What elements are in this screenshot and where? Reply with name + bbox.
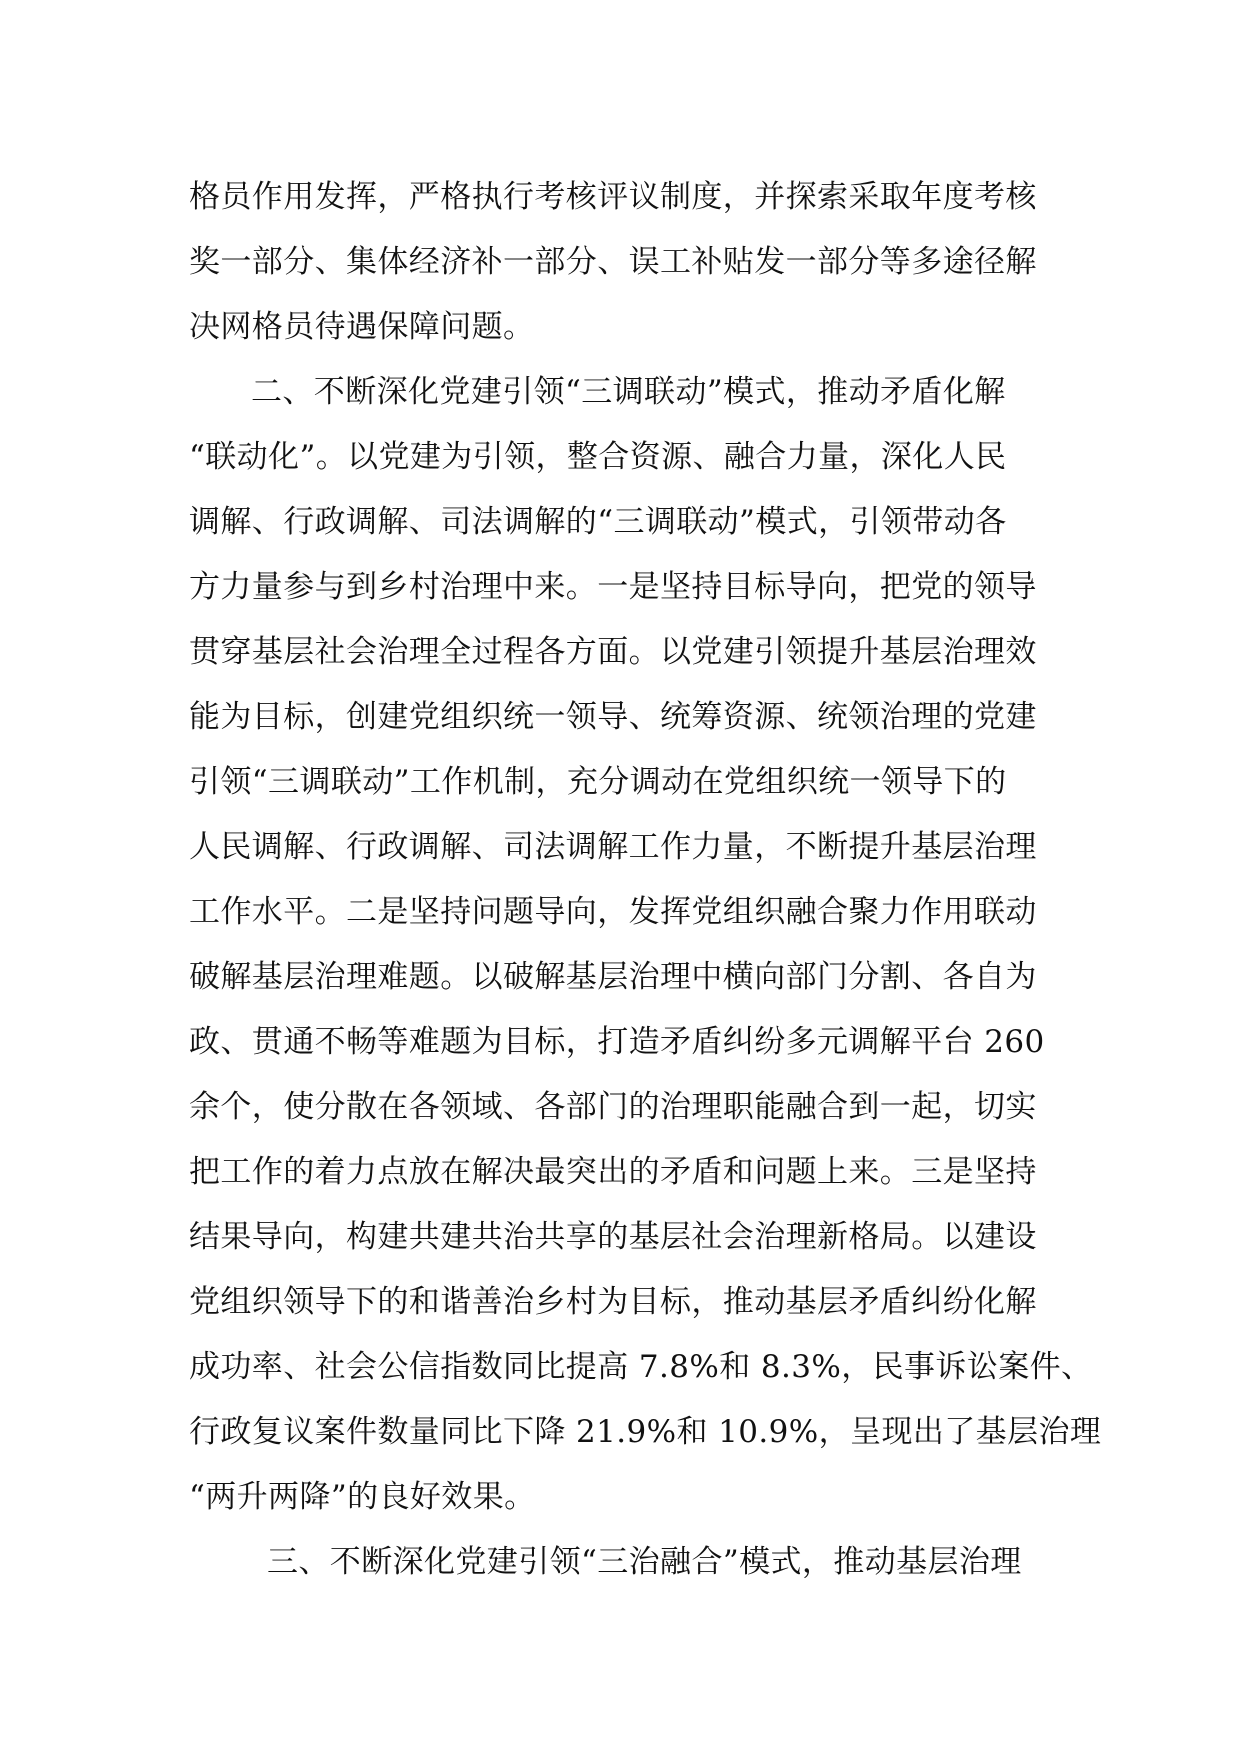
text-line: 政、贯通不畅等难题为目标，打造矛盾纠纷多元调解平台 260 <box>189 1024 1045 1060</box>
text-line: 方力量参与到乡村治理中来。一是坚持目标导向，把党的领导 <box>189 569 1037 605</box>
section-heading-3: 三、不断深化党建引领“三治融合”模式，推动基层治理 <box>267 1544 1022 1580</box>
text-line: 党组织领导下的和谐善治乡村为目标，推动基层矛盾纠纷化解 <box>189 1284 1037 1320</box>
text-line: 破解基层治理难题。以破解基层治理中横向部门分割、各自为 <box>189 959 1037 995</box>
body-text <box>189 165 1102 1595</box>
text-line: 余个，使分散在各领域、各部门的治理职能融合到一起，切实 <box>189 1089 1037 1125</box>
text-line: 格员作用发挥，严格执行考核评议制度，并探索采取年度考核 <box>189 179 1037 215</box>
text-line: 结果导向，构建共建共治共享的基层社会治理新格局。以建设 <box>189 1219 1037 1255</box>
text-line: 决网格员待遇保障问题。 <box>189 309 535 345</box>
section-heading-2: 二、不断深化党建引领“三调联动”模式，推动矛盾化解 <box>251 374 1006 410</box>
text-line: 人民调解、行政调解、司法调解工作力量，不断提升基层治理 <box>189 829 1037 865</box>
text-line: 把工作的着力点放在解决最突出的矛盾和问题上来。三是坚持 <box>189 1154 1037 1190</box>
text-line: 成功率、社会公信指数同比提高 7.8%和 8.3%，民事诉讼案件、 <box>189 1349 1093 1385</box>
text-line: “联动化”。以党建为引领，整合资源、融合力量，深化人民 <box>189 439 1007 475</box>
text-line: “两升两降”的良好效果。 <box>189 1479 536 1515</box>
text-line: 能为目标，创建党组织统一领导、统筹资源、统领治理的党建 <box>189 699 1037 735</box>
text-line: 贯穿基层社会治理全过程各方面。以党建引领提升基层治理效 <box>189 634 1037 670</box>
text-line: 奖一部分、集体经济补一部分、误工补贴发一部分等多途径解 <box>189 244 1037 280</box>
text-line: 工作水平。二是坚持问题导向，发挥党组织融合聚力作用联动 <box>189 894 1037 930</box>
text-line: 行政复议案件数量同比下降 21.9%和 10.9%，呈现出了基层治理 <box>189 1414 1102 1450</box>
text-line: 引领“三调联动”工作机制，充分调动在党组织统一领导下的 <box>189 764 1007 800</box>
text-line: 调解、行政调解、司法调解的“三调联动”模式，引领带动各 <box>189 504 1007 540</box>
